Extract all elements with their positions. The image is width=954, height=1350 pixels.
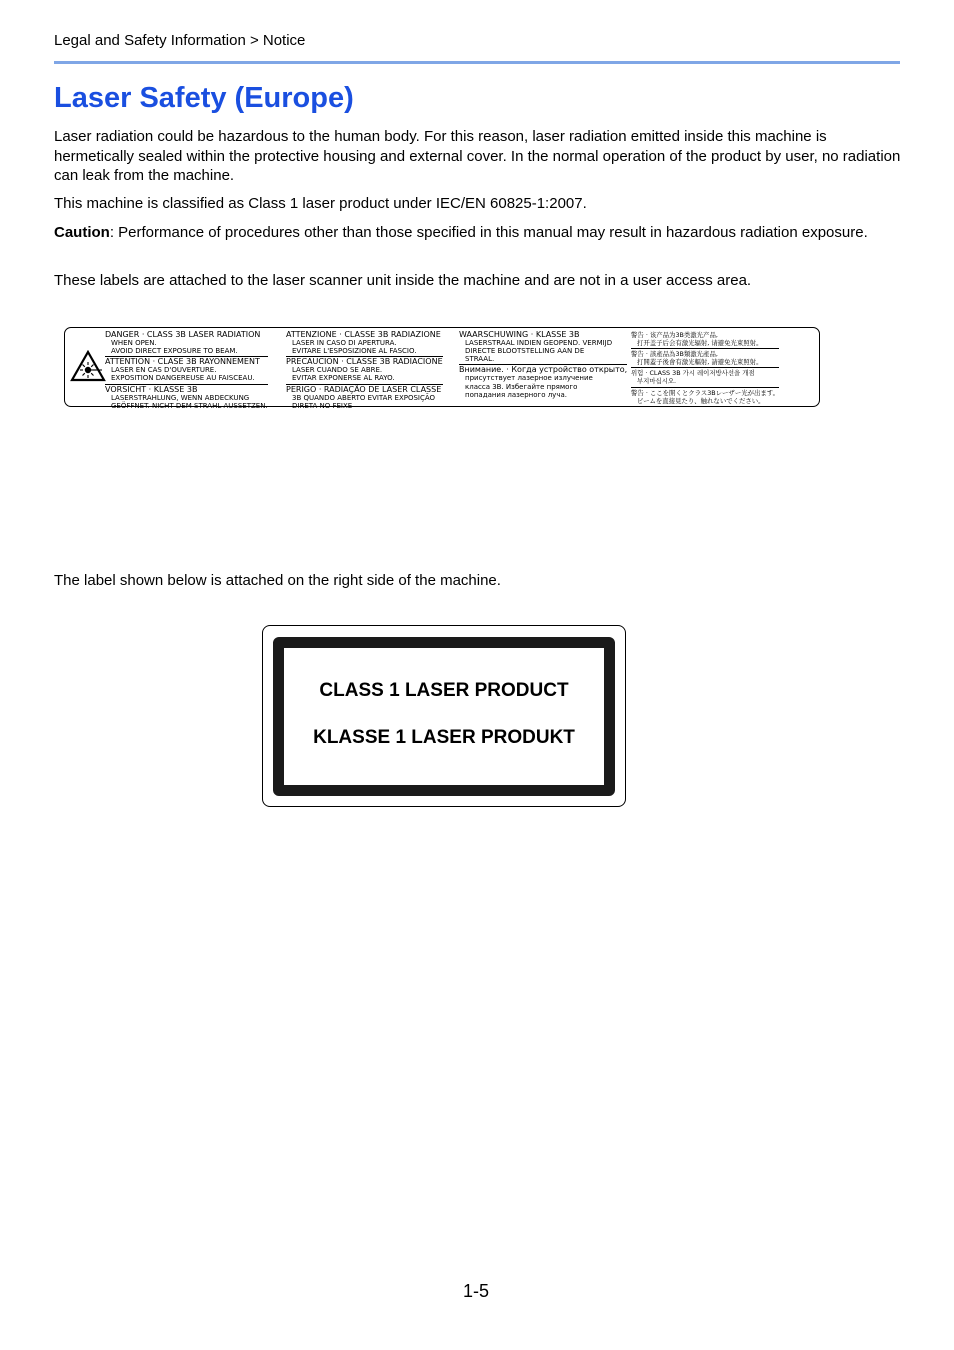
label-column-2 [286,331,443,412]
label-block-precaucion: PRECAUCION · CLASSE 3B RADIACIONE LASER CUANDO SE ABRE. EVITAR EXPONERSE AL RAYO. [286,358,443,384]
class-label-line-english: CLASS 1 LASER PRODUCT [319,680,569,701]
class-label-frame [273,637,615,796]
paragraph-caution [54,223,904,243]
header-rule [54,61,900,64]
laser-warning-label [64,327,820,410]
label-block-danger: DANGER · CLASS 3B LASER RADIATION WHEN OPEN. AVOID DIRECT EXPOSURE TO BEAM. [105,331,268,357]
label-block-korean: 위험 · CLASS 3B 가시 레이저방사선을 개점 부지마십시오. [631,369,779,387]
label-block-vnimanie: Внимание. · Когда устройство открыто, присутствует лазерное излучение класса 3B. Избегайте прямого попадания лазерного луча. [459,365,628,399]
paragraph-laser-radiation: Laser radiation could be hazardous to the human body. For this reason, laser radiation emitted inside this machine is hermetically sealed within the protective housing and external cover. In the normal operation of the product by user, no radiation can leak from the machine. [54,128,901,184]
paragraph-right-side-label: The label shown below is attached on the right side of the machine. [54,572,501,589]
label-block-chinese-simplified: 警告 · 该产品为3B类激光产品, 打开盖子后会有激光辐射, 请避免光束照射。 [631,331,779,349]
breadcrumb: Legal and Safety Information > Notice [54,32,306,49]
class-label-line-german: KLASSE 1 LASER PRODUKT [313,727,575,748]
page-number: 1-5 [463,1281,490,1301]
label-block-chinese-traditional: 警告 · 該產品為3B類激光產品, 打開蓋子後會有激光輻射, 請避免光束照射。 [631,350,779,368]
laser-hazard-icon [70,350,106,382]
label-block-vorsicht: VORSICHT · KLASSE 3B LASERSTRAHLUNG, WENN ABDECKUNG GEÖFFNET. NICHT DEM STRAHL AUSSETZEN. [105,384,268,410]
page-title: Laser Safety (Europe) [54,82,354,114]
label-column-3 [459,331,627,401]
label-column-1 [105,331,268,412]
paragraph-classification: This machine is classified as Class 1 laser product under IEC/EN 60825-1:2007. [54,195,587,212]
label-block-perigo: PERIGO · RADIAÇÃO DE LASER CLASSE 3B QUANDO ABERTO EVITAR EXPOSIÇÃO DIRETA NO FEIXE [286,384,442,410]
class-1-laser-label [262,625,626,807]
label-block-waarschuwing: WAARSCHUWING · KLASSE 3B LASERSTRAAL INDIEN GEOPEND. VERMIJD DIRECTE BLOOTSTELLING AAN DE STRAAL. [459,331,627,365]
paragraph-labels-location: These labels are attached to the laser scanner unit inside the machine and are not in a user access area. [54,272,752,289]
caution-text: : Performance of procedures other than those specified in this manual may result in hazardous radiation exposure. [109,224,868,241]
label-block-attenzione: ATTENZIONE · CLASSE 3B RADIAZIONE LASER IN CASO DI APERTURA. EVITARE L'ESPOSIZIONE AL FASCIO. [286,331,443,357]
label-block-japanese: 警告 · ここを開くとクラス3Bレーザー光が出ます。 ビームを直接見たり、触れないでください。 [631,388,780,405]
label-block-attention: ATTENTION · CLASE 3B RAYONNEMENT LASER EN CAS D'OUVERTURE. EXPOSITION DANGEREUSE AU FAISCEAU. [105,358,268,384]
caution-label: Caution [54,224,110,241]
label-column-4 [631,331,779,407]
